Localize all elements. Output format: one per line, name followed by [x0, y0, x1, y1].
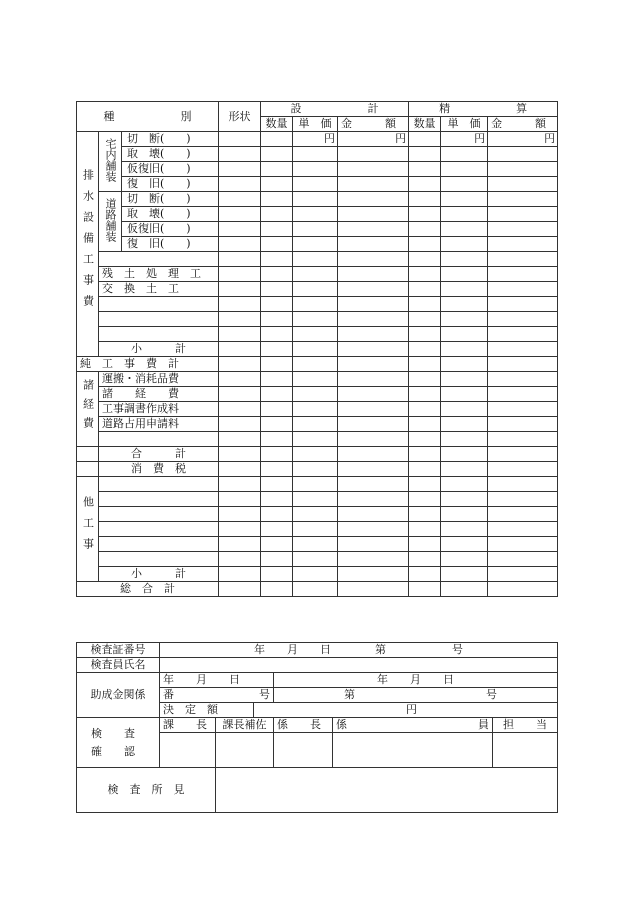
subsidy-label: 助成金関係 [77, 673, 160, 718]
cell[interactable] [219, 447, 261, 462]
settle-qty: 数量 [409, 117, 441, 132]
cell[interactable] [441, 372, 488, 387]
home-item-1: 取 壊( ) [122, 147, 219, 162]
cell[interactable] [488, 222, 558, 237]
home-item-3: 復 旧( ) [122, 177, 219, 192]
cell[interactable] [338, 222, 409, 237]
cell[interactable] [409, 222, 441, 237]
cell[interactable] [293, 192, 338, 207]
cell[interactable] [293, 387, 338, 402]
cell[interactable] [293, 267, 338, 282]
grand-total-label: 総 合 計 [77, 582, 219, 597]
cell[interactable] [409, 417, 441, 432]
cell[interactable] [261, 477, 293, 492]
misc-item-3: 道路占用申請料 [99, 417, 219, 432]
cell[interactable] [409, 327, 441, 342]
settle-unit-price: 単 価 [441, 117, 488, 132]
cell[interactable] [219, 402, 261, 417]
cell[interactable] [338, 282, 409, 297]
cell[interactable] [99, 507, 219, 522]
cell[interactable] [409, 207, 441, 222]
cell[interactable] [409, 477, 441, 492]
cell[interactable] [219, 207, 261, 222]
cell[interactable] [409, 462, 441, 477]
cell[interactable] [261, 447, 293, 462]
header-shape: 形状 [219, 102, 261, 132]
cell[interactable] [261, 507, 293, 522]
cell[interactable] [488, 297, 558, 312]
road-item-3: 復 旧( ) [122, 237, 219, 252]
group-road-label: 道路舗装 [99, 192, 122, 252]
cell[interactable] [441, 537, 488, 552]
cell[interactable] [338, 207, 409, 222]
in-label: 員 [478, 718, 489, 731]
cell[interactable] [219, 582, 261, 597]
cell[interactable] [488, 402, 558, 417]
cell[interactable] [338, 507, 409, 522]
cell[interactable] [293, 537, 338, 552]
cell[interactable] [219, 312, 261, 327]
cell[interactable] [261, 162, 293, 177]
cell[interactable] [293, 252, 338, 267]
cell[interactable] [261, 522, 293, 537]
cell[interactable] [293, 342, 338, 357]
estimate-table [76, 101, 558, 597]
cell[interactable] [261, 567, 293, 582]
cell[interactable] [293, 447, 338, 462]
cell[interactable] [409, 552, 441, 567]
road-item-1: 取 壊( ) [122, 207, 219, 222]
cell[interactable] [488, 252, 558, 267]
cell[interactable] [409, 372, 441, 387]
cell[interactable] [261, 342, 293, 357]
cell[interactable] [293, 282, 338, 297]
cell[interactable] [409, 492, 441, 507]
cell[interactable] [261, 537, 293, 552]
cell[interactable] [99, 522, 219, 537]
cell[interactable] [219, 522, 261, 537]
cell[interactable] [219, 147, 261, 162]
cell[interactable] [409, 432, 441, 447]
cell[interactable] [219, 297, 261, 312]
cell[interactable] [219, 462, 261, 477]
cell[interactable] [441, 267, 488, 282]
cell[interactable] [293, 432, 338, 447]
cell[interactable] [99, 432, 219, 447]
section-misc-label: 諸経費 [77, 372, 99, 447]
tanto-stamp[interactable] [493, 733, 558, 768]
cell[interactable] [409, 177, 441, 192]
cell[interactable] [219, 342, 261, 357]
cell[interactable] [261, 252, 293, 267]
kacho-label: 課 長 [160, 718, 216, 733]
cell[interactable] [338, 387, 409, 402]
cell[interactable] [441, 462, 488, 477]
cell[interactable] [293, 492, 338, 507]
cell[interactable] [293, 357, 338, 372]
cell[interactable] [409, 267, 441, 282]
cell[interactable] [409, 507, 441, 522]
cell[interactable] [338, 342, 409, 357]
cell[interactable] [219, 252, 261, 267]
cell[interactable] [99, 327, 219, 342]
cell[interactable] [488, 177, 558, 192]
cell[interactable] [338, 357, 409, 372]
soil-label: 残 土 処 理 工 [99, 267, 219, 282]
cell[interactable] [338, 267, 409, 282]
cell[interactable] [219, 372, 261, 387]
cell[interactable] [338, 147, 409, 162]
cell[interactable] [293, 567, 338, 582]
cell[interactable] [219, 282, 261, 297]
cell[interactable] [409, 342, 441, 357]
cell[interactable] [409, 147, 441, 162]
cell[interactable] [261, 327, 293, 342]
cell[interactable] [488, 552, 558, 567]
cell[interactable] [293, 297, 338, 312]
cell[interactable] [409, 132, 441, 147]
check-confirm-label [77, 718, 160, 768]
cell[interactable] [338, 297, 409, 312]
cell[interactable] [293, 402, 338, 417]
misc-item-2: 工事調書作成料 [99, 402, 219, 417]
cell[interactable] [261, 432, 293, 447]
cell[interactable] [338, 522, 409, 537]
section-drain-label: 排水設備工事費 [77, 132, 99, 357]
cell[interactable] [338, 177, 409, 192]
cell[interactable] [488, 582, 558, 597]
cell[interactable] [219, 327, 261, 342]
subtotal2-label: 小 計 [99, 567, 219, 582]
cell[interactable] [441, 252, 488, 267]
cell[interactable] [441, 342, 488, 357]
cell[interactable] [293, 462, 338, 477]
cell[interactable] [488, 492, 558, 507]
cell[interactable] [99, 537, 219, 552]
cell[interactable] [293, 582, 338, 597]
cell[interactable] [488, 237, 558, 252]
cert-date-line[interactable]: 年 月 日 第 号 [160, 643, 558, 658]
cell [77, 447, 99, 462]
cell[interactable] [488, 432, 558, 447]
cell[interactable] [488, 162, 558, 177]
cell[interactable] [488, 477, 558, 492]
cell[interactable] [261, 237, 293, 252]
cell[interactable] [261, 177, 293, 192]
opinion-field[interactable] [216, 768, 558, 813]
cell[interactable] [441, 357, 488, 372]
cell[interactable] [409, 582, 441, 597]
cell[interactable] [293, 507, 338, 522]
cell[interactable] [219, 567, 261, 582]
cell[interactable] [441, 417, 488, 432]
kakari-stamp[interactable] [333, 733, 493, 768]
cell[interactable] [441, 387, 488, 402]
cell[interactable] [261, 267, 293, 282]
design-amount: 金 額 [338, 117, 409, 132]
cell[interactable] [441, 582, 488, 597]
cell[interactable] [261, 552, 293, 567]
cell[interactable] [488, 417, 558, 432]
cell[interactable] [219, 132, 261, 147]
cell[interactable] [293, 327, 338, 342]
cell[interactable] [338, 312, 409, 327]
cell[interactable] [338, 462, 409, 477]
tax-label: 消 費 税 [99, 462, 219, 477]
cell[interactable] [99, 477, 219, 492]
cell[interactable] [409, 447, 441, 462]
home-item-0: 切 断( ) [122, 132, 219, 147]
cell[interactable] [261, 297, 293, 312]
subtotal-label: 小 計 [99, 342, 219, 357]
kakari-label: 係 [336, 718, 347, 731]
cell[interactable] [219, 417, 261, 432]
cell[interactable] [338, 162, 409, 177]
cell[interactable] [409, 402, 441, 417]
cell[interactable] [409, 387, 441, 402]
cell[interactable] [99, 312, 219, 327]
cell[interactable] [441, 222, 488, 237]
cell[interactable] [409, 522, 441, 537]
cell[interactable] [261, 462, 293, 477]
check-label: 検 査 [91, 726, 135, 740]
road-item-0: 切 断( ) [122, 192, 219, 207]
cell[interactable] [261, 192, 293, 207]
cell[interactable] [488, 327, 558, 342]
cell[interactable] [488, 462, 558, 477]
settle-amount-yen: 円 [488, 132, 558, 147]
cell[interactable] [261, 357, 293, 372]
kakaricho-label: 係 長 [274, 718, 333, 733]
cell[interactable] [488, 447, 558, 462]
subsidy-ban-cell[interactable] [160, 688, 274, 703]
cell[interactable] [261, 207, 293, 222]
cell[interactable] [99, 252, 219, 267]
cell[interactable] [261, 417, 293, 432]
cell[interactable] [293, 237, 338, 252]
settle-amount: 金 額 [488, 117, 558, 132]
cell[interactable] [219, 477, 261, 492]
header-settle: 精 算 [409, 102, 558, 117]
settle-yen: 円 [441, 132, 488, 147]
cell[interactable] [293, 522, 338, 537]
cell[interactable] [99, 492, 219, 507]
cell[interactable] [261, 387, 293, 402]
cell[interactable] [441, 147, 488, 162]
net-total-label: 純 工 事 費 計 [77, 357, 219, 372]
cell[interactable] [293, 147, 338, 162]
cell[interactable] [409, 357, 441, 372]
cell[interactable] [441, 492, 488, 507]
cell[interactable] [99, 552, 219, 567]
cell[interactable] [293, 177, 338, 192]
cell[interactable] [261, 492, 293, 507]
tanto-label: 担 当 [493, 718, 558, 733]
cell[interactable] [293, 552, 338, 567]
cell[interactable] [219, 192, 261, 207]
cell[interactable] [488, 207, 558, 222]
cell[interactable] [293, 162, 338, 177]
cell[interactable] [441, 162, 488, 177]
cell[interactable] [338, 402, 409, 417]
cell[interactable] [219, 387, 261, 402]
cell[interactable] [261, 402, 293, 417]
cell[interactable] [338, 582, 409, 597]
cell[interactable] [409, 537, 441, 552]
section-other-label: 他工事 [77, 477, 99, 582]
cell [77, 462, 99, 477]
cell[interactable] [488, 192, 558, 207]
kakaricho-stamp[interactable] [274, 733, 333, 768]
cell[interactable] [441, 237, 488, 252]
opinion-label: 検 査 所 見 [77, 768, 216, 813]
cell[interactable] [219, 237, 261, 252]
cell[interactable] [261, 582, 293, 597]
cell[interactable] [441, 432, 488, 447]
cell[interactable] [441, 207, 488, 222]
cell[interactable] [338, 417, 409, 432]
inspector-label: 検査員氏名 [77, 658, 160, 673]
subsidy-date-1[interactable]: 年 月 日 [160, 673, 274, 688]
subsidy-date-2[interactable]: 年 月 日 [274, 673, 558, 688]
confirm-label: 確 認 [91, 744, 135, 758]
go2-label: 号 [486, 688, 497, 701]
decided-yen[interactable]: 円 [254, 703, 558, 718]
cell[interactable] [441, 402, 488, 417]
subsidy-dai-cell[interactable] [274, 688, 558, 703]
cell[interactable] [441, 177, 488, 192]
cell[interactable] [338, 477, 409, 492]
cell[interactable] [409, 237, 441, 252]
cell[interactable] [488, 282, 558, 297]
cell[interactable] [488, 567, 558, 582]
cell[interactable] [261, 132, 293, 147]
cell[interactable] [441, 477, 488, 492]
cell[interactable] [293, 372, 338, 387]
kacho-hosa-label: 課長補佐 [216, 718, 274, 733]
cell[interactable] [99, 297, 219, 312]
cell[interactable] [441, 567, 488, 582]
cell[interactable] [338, 237, 409, 252]
cell[interactable] [293, 207, 338, 222]
sum-label: 合 計 [99, 447, 219, 462]
cell[interactable] [338, 447, 409, 462]
cell[interactable] [219, 357, 261, 372]
cell[interactable] [441, 447, 488, 462]
cell[interactable] [409, 252, 441, 267]
cell[interactable] [261, 147, 293, 162]
cell[interactable] [441, 327, 488, 342]
decided-label: 決 定 額 [160, 703, 254, 718]
header-kind: 種 別 [77, 102, 219, 132]
home-item-2: 仮復旧( ) [122, 162, 219, 177]
ban-label: 番 [163, 688, 174, 701]
cell[interactable] [441, 552, 488, 567]
cell[interactable] [219, 492, 261, 507]
cell[interactable] [409, 297, 441, 312]
cell[interactable] [488, 387, 558, 402]
cell[interactable] [488, 372, 558, 387]
cell[interactable] [441, 522, 488, 537]
cell[interactable] [338, 327, 409, 342]
inspection-table [76, 642, 558, 813]
header-design: 設 計 [261, 102, 409, 117]
go-label: 号 [259, 688, 270, 701]
cell[interactable] [261, 372, 293, 387]
kakari-in-cell [333, 718, 493, 733]
cell[interactable] [293, 312, 338, 327]
cell[interactable] [409, 192, 441, 207]
cell[interactable] [488, 147, 558, 162]
design-yen: 円 [293, 132, 338, 147]
design-qty: 数量 [261, 117, 293, 132]
cell[interactable] [219, 222, 261, 237]
cell[interactable] [338, 372, 409, 387]
cell[interactable] [338, 552, 409, 567]
cell[interactable] [488, 357, 558, 372]
cell[interactable] [488, 537, 558, 552]
cell[interactable] [441, 312, 488, 327]
cell[interactable] [219, 267, 261, 282]
cell[interactable] [488, 507, 558, 522]
design-unit-price: 単 価 [293, 117, 338, 132]
cell[interactable] [219, 507, 261, 522]
cell[interactable] [293, 477, 338, 492]
cell[interactable] [488, 267, 558, 282]
cell[interactable] [219, 537, 261, 552]
cell[interactable] [441, 192, 488, 207]
kacho-stamp[interactable] [160, 733, 216, 768]
cell[interactable] [338, 492, 409, 507]
group-home-label: 宅内舗装 [99, 132, 122, 192]
cell[interactable] [293, 417, 338, 432]
cell[interactable] [219, 552, 261, 567]
cell[interactable] [219, 177, 261, 192]
cell[interactable] [409, 282, 441, 297]
exchange-label: 交 換 土 工 [99, 282, 219, 297]
cell[interactable] [488, 312, 558, 327]
cell[interactable] [219, 432, 261, 447]
cell[interactable] [293, 222, 338, 237]
design-amount-yen: 円 [338, 132, 409, 147]
cell[interactable] [219, 162, 261, 177]
cell[interactable] [338, 252, 409, 267]
dai-label: 第 [344, 688, 355, 701]
cell[interactable] [409, 567, 441, 582]
cell[interactable] [338, 567, 409, 582]
cell[interactable] [441, 507, 488, 522]
cell[interactable] [409, 312, 441, 327]
cell[interactable] [338, 192, 409, 207]
cell[interactable] [261, 282, 293, 297]
misc-item-0: 運搬・消耗品費 [99, 372, 219, 387]
cell[interactable] [488, 522, 558, 537]
cell[interactable] [488, 342, 558, 357]
cert-no-label: 検査証番号 [77, 643, 160, 658]
cell[interactable] [441, 282, 488, 297]
cell[interactable] [441, 297, 488, 312]
cell[interactable] [409, 162, 441, 177]
cell[interactable] [338, 537, 409, 552]
road-item-2: 仮復旧( ) [122, 222, 219, 237]
kacho-hosa-stamp[interactable] [216, 733, 274, 768]
misc-item-1: 諸 経 費 [99, 387, 219, 402]
inspector-field[interactable] [160, 658, 558, 673]
cell[interactable] [261, 222, 293, 237]
cell[interactable] [261, 312, 293, 327]
cell[interactable] [338, 432, 409, 447]
